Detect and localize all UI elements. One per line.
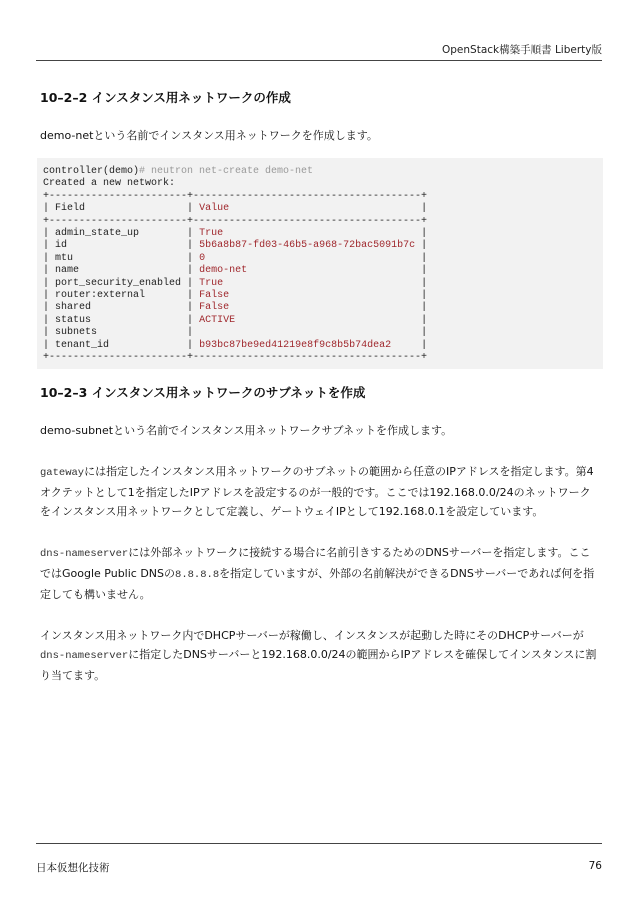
table-row: | shared | False |: [43, 302, 428, 314]
created-message: Created a new network:: [43, 178, 176, 190]
table-row: | mtu | 0 |: [43, 252, 428, 264]
table-row: | admin_state_up | True |: [43, 228, 428, 240]
value-cell: False: [199, 290, 416, 302]
field-cell: id: [55, 240, 182, 252]
table-body: [43, 228, 427, 351]
table-row: | router:external | False |: [43, 290, 428, 302]
value-cell: [199, 327, 415, 338]
inline-code: 8.8.8.8: [175, 568, 220, 581]
section-heading-network: 10–2–2 インスタンス用ネットワークの作成: [40, 90, 291, 105]
command-output-block: [37, 158, 603, 369]
inline-code: dns-nameserver: [40, 547, 129, 560]
paragraph-text: インスタンス用ネットワーク内でDHCPサーバーが稼働し、インスタンスが起動した時にそのDHCPサーバーが: [40, 628, 584, 642]
value-cell: False: [199, 302, 416, 314]
inline-code: dns-nameserver: [40, 649, 129, 662]
field-cell: subnets: [55, 327, 182, 339]
inline-code: gateway: [40, 466, 85, 479]
value-cell: 5b6a8b87-fd03-46b5-a968-72bac5091b7c: [199, 240, 416, 252]
value-cell: b93bc87be9ed41219e8f9c8b5b74dea2: [199, 339, 416, 351]
table-border: +-----------------------+--------------------------------------+: [43, 352, 428, 364]
table-row: | name | demo-net |: [43, 265, 428, 277]
field-cell: router:external: [55, 290, 182, 302]
shell-command: # neutron net-create demo-net: [139, 166, 314, 177]
value-cell: True: [199, 277, 416, 289]
field-cell: name: [55, 265, 182, 277]
field-cell: status: [55, 314, 182, 326]
section-heading-subnet: 10–2–3 インスタンス用ネットワークのサブネットを作成: [40, 384, 366, 400]
paragraph-text: には外部ネットワークに接続する場合に名前引きするためのDNSサーバーを指定します。ここではGoogle Public DNSの: [40, 545, 591, 580]
gateway-paragraph: [40, 462, 600, 521]
page-number: 76: [588, 860, 602, 872]
header-value: Value: [199, 203, 416, 215]
field-cell: port_security_enabled: [55, 277, 182, 289]
document-title: OpenStack構築手順書 Liberty版: [442, 44, 602, 56]
paragraph-text: には指定したインスタンス用ネットワークのサブネットの範囲から任意のIPアドレスを指定します。第4オクテットとして1を指定したIPアドレスを設定するのが一般的です。ここでは192.168.0.0/24のネットワークをインスタンス用ネットワークとして定義し、ゲートウェイIPとして192.168.0.1を設定しています。: [40, 464, 594, 518]
value-cell: demo-net: [199, 265, 416, 277]
dhcp-paragraph: [40, 626, 600, 685]
main-content: [40, 80, 600, 707]
paragraph-text: を指定していますが、外部の名前解決ができるDNSサーバーであれば何を指定しても構いません。: [40, 566, 595, 601]
table-row: | tenant_id | b93bc87be9ed41219e8f9c8b5b74dea2 |: [43, 339, 428, 351]
table-row: | subnets | |: [43, 327, 428, 339]
value-cell: 0: [199, 252, 416, 264]
table-row: | port_security_enabled | True |: [43, 277, 428, 289]
field-cell: mtu: [55, 252, 182, 264]
dns-paragraph: [40, 543, 600, 604]
field-cell: admin_state_up: [55, 228, 182, 240]
paragraph-text: に指定したDNSサーバーと192.168.0.0/24の範囲からIPアドレスを確保してインスタンスに割り当てます。: [40, 647, 597, 682]
table-row: | status | ACTIVE |: [43, 314, 428, 326]
table-header-row: | Field | Value |: [43, 203, 428, 215]
field-cell: tenant_id: [55, 339, 182, 351]
value-cell: ACTIVE: [199, 314, 416, 326]
table-border: +-----------------------+--------------------------------------+: [43, 215, 428, 227]
shell-prompt: controller(demo): [43, 166, 140, 177]
field-cell: shared: [55, 302, 182, 314]
footer-divider: [36, 843, 602, 844]
value-cell: True: [199, 228, 416, 240]
subnet-intro: demo-subnetという名前でインスタンス用ネットワークサブネットを作成します。: [40, 423, 453, 437]
header-field: Field: [55, 203, 182, 215]
header-divider: [36, 60, 602, 61]
footer-company: 日本仮想化技術: [36, 862, 110, 874]
table-row: | id | 5b6a8b87-fd03-46b5-a968-72bac5091b7c |: [43, 240, 428, 252]
section-intro: demo-netという名前でインスタンス用ネットワークを作成します。: [40, 129, 378, 142]
table-border: +-----------------------+--------------------------------------+: [43, 190, 428, 202]
